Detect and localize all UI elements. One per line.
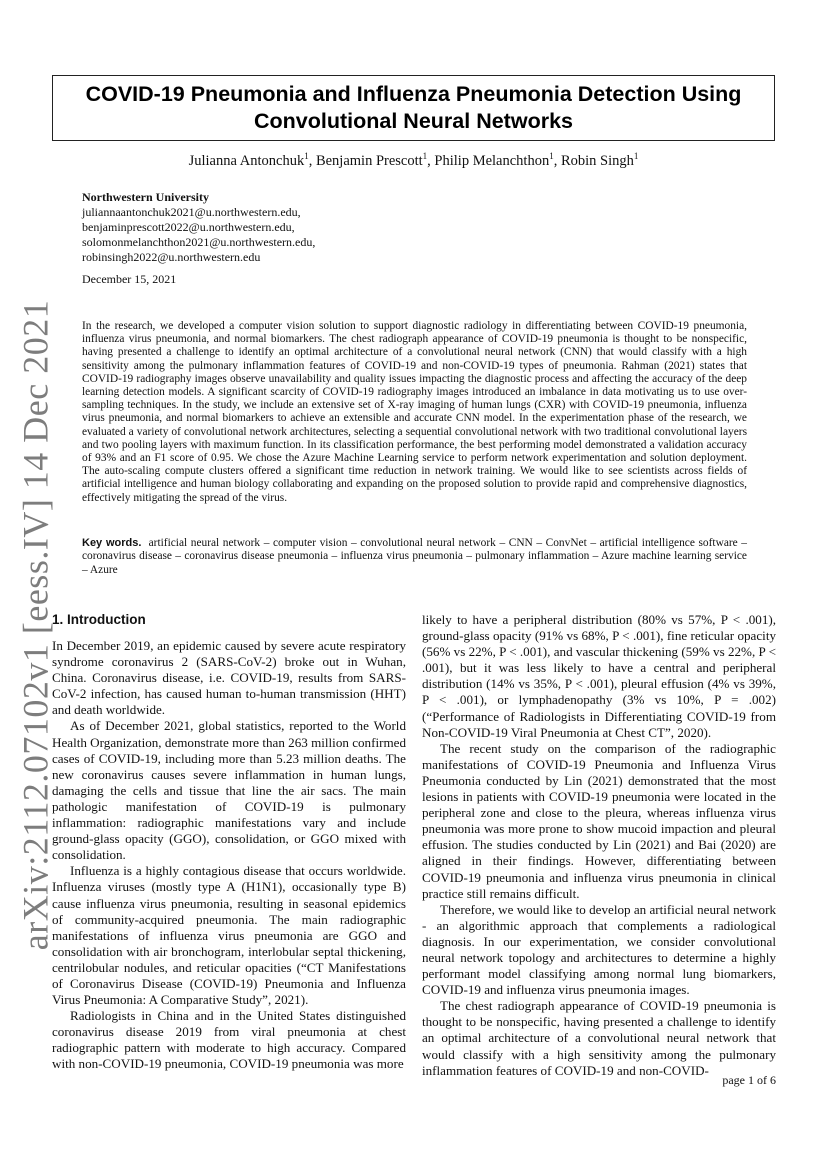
- publication-date: December 15, 2021: [82, 272, 177, 286]
- page-number: page 1 of 6: [722, 1073, 776, 1087]
- author-email[interactable]: benjaminprescott2022@u.northwestern.edu,: [82, 220, 295, 234]
- body-paragraph: In December 2019, an epidemic caused by severe acute respiratory syndrome coronavirus 2 (SARS-CoV-2) broke out in Wuhan, China. Coronavirus disease, i.e. COVID-19, results from SARS-CoV-2 infection, has caused human to-human transmission (HHT) and death worldwide.: [52, 638, 406, 718]
- paper-title-box: [52, 75, 775, 141]
- keywords-list: artificial neural network – computer vision – convolutional neural network – CNN – ConvNet – artificial intelligence software – coronavirus disease – coronavirus disease pneumonia – influenza virus pneumonia – pulmonary inflammation – Azure machine learning service – Azure: [82, 537, 747, 576]
- author-affiliation-mark: 1: [422, 151, 428, 161]
- body-paragraph: Influenza is a highly contagious disease that occurs worldwide. Influenza viruses (mostly type A (H1N1), occasionally type B) cause influenza virus pneumonia, resulting in seasonal epidemics of community-acquired pneumonia. The main radiographic manifestations of influenza virus pneumonia are GGO and consolidation with air bronchogram, interlobular septal thickening, centrilobular nodules, and reticular opacities (“CT Manifestations of Coronavirus Disease (COVID-19) Pneumonia and Influenza Virus Pneumonia: A Comparative Study”, 2021).: [52, 863, 406, 1008]
- affiliation-block: [82, 190, 315, 265]
- author-name: Julianna Antonchuk: [188, 152, 305, 169]
- right-column: [422, 612, 776, 1079]
- author-affiliation-mark: 1: [549, 151, 554, 161]
- author-name: Philip Melanchthon: [434, 152, 550, 169]
- left-column: [52, 612, 406, 1073]
- body-paragraph: likely to have a peripheral distribution (80% vs 57%, P < .001), ground-glass opacity (91% vs 68%, P < .001), fine reticular opacity (56% vs 22%, P < .001), and vascular thickening (59% vs 22%, P < .001), but it was less likely to have a central and peripheral distribution (14% vs 35%, P < .001), pleural effusion (4% vs 39%, P < .001), or lymphadenopathy (3% vs 10%, P = .002) (“Performance of Radiologists in Differentiating COVID-19 from Non-COVID-19 Viral Pneumonia at Chest CT”, 2020).: [422, 612, 776, 740]
- paper-title: [86, 81, 742, 135]
- author-email[interactable]: solomonmelanchthon2021@u.northwestern.edu,: [82, 235, 316, 249]
- keywords-label: Key words.: [82, 537, 142, 549]
- author-name: Robin Singh: [560, 152, 634, 169]
- body-paragraph: As of December 2021, global statistics, reported to the World Health Organization, demonstrate more than 263 million confirmed cases of COVID-19, including more than 5.23 million deaths. The new coronavirus causes severe inflammation in human lungs, damaging the cells and tissue that line the air sacs. The main pathologic manifestation of COVID-19 is pulmonary inflammation: radiographic manifestations vary and include ground-glass opacity (GGO), consolidation, or GGO mixed with consolidation.: [52, 718, 406, 863]
- author-affiliation-mark: 1: [633, 151, 639, 161]
- author-affiliation-mark: 1: [304, 151, 309, 161]
- body-paragraph: The recent study on the comparison of the radiographic manifestations of COVID-19 Pneumonia and Influenza Virus Pneumonia conducted by Lin (2021) demonstrated that the most lesions in patients with COVID-19 pneumonia were located in the peripheral zone and close to the pleura, whereas influenza virus pneumonia was more prone to show mucoid impaction and pleural effusion. The studies conducted by Lin (2021) and Bai (2020) are aligned in their findings. However, differentiating between COVID-19 pneumonia and influenza virus pneumonia in clinical practice still remains difficult.: [422, 740, 776, 901]
- title-line-2: Convolutional Neural Networks: [254, 109, 573, 133]
- section-heading-introduction: 1. Introduction: [52, 612, 146, 627]
- institution-name: Northwestern University: [82, 190, 209, 204]
- author-email[interactable]: robinsingh2022@u.northwestern.edu: [82, 250, 261, 264]
- title-line-1: COVID-19 Pneumonia and Influenza Pneumonia Detection Using: [85, 82, 742, 106]
- author-email[interactable]: juliannaantonchuk2021@u.northwestern.edu,: [82, 205, 301, 219]
- author-name: Benjamin Prescott: [315, 152, 423, 169]
- body-paragraph: Radiologists in China and in the United States distinguished coronavirus disease 2019 from viral pneumonia at chest radiographic pattern with moderate to high accuracy. Compared with non-COVID-19 pneumonia, COVID-19 pneumonia was more: [52, 1008, 406, 1072]
- author-list: Julianna Antonchuk$^1$, Benjamin Prescott$^1$, Philip Melanchthon$^1$, Robin Singh$^1$: [188, 151, 639, 169]
- keywords-block: [82, 537, 747, 577]
- body-paragraph: The chest radiograph appearance of COVID-19 pneumonia is thought to be nonspecific, having presented a challenge to identify an optimal architecture of a convolutional neural network that would classify with a high sensitivity among the pulmonary inflammation features of COVID-19 and non-COVID-: [422, 998, 776, 1078]
- abstract-text: In the research, we developed a computer vision solution to support diagnostic radiology in differentiating between COVID-19 pneumonia, influenza virus pneumonia, and normal biomarkers. The chest radiograph appearance of COVID-19 pneumonia is thought to be nonspecific, having presented a challenge to identify an optimal architecture of a convolutional neural network (CNN) that would classify with a high sensitivity among the pulmonary inflammation features of COVID-19 and non-COVID-19 types of pneumonia. Rahman (2021) states that COVID-19 radiography images observe unavailability and quality issues impacting the diagnostic process and affecting the accuracy of the deep learning detection models. A significant scarcity of COVID-19 radiography images introduced an imbalance in data motivating us to use over-sampling techniques. In the study, we include an extensive set of X-ray imaging of human lungs (CXR) with COVID-19 pneumonia, influenza virus pneumonia, and normal biomarkers to achieve an extensible and accurate CNN model. In the experimentation phase of the research, we evaluated a variety of convolutional network architectures, selecting a sequential convolutional network with two traditional convolutional layers and two pooling layers with maximum function. In its classification performance, the best performing model demonstrated a validation accuracy of 93% and an F1 score of 0.95. We chose the Azure Machine Learning service to perform network experimentation and solution deployment. The auto-scaling compute clusters offered a significant time reduction in network training. We would like to see scientists across fields of artificial intelligence and human biology collaborating and expanding on the proposed solution to provide rapid and comprehensive diagnostics, effectively mitigating the spread of the virus.: [82, 320, 747, 504]
- arxiv-stamp-text: arXiv:2112.07102v1 [eess.IV] 14 Dec 2021: [15, 299, 55, 951]
- body-paragraph: Therefore, we would like to develop an artificial neural network - an algorithmic approach that complements a radiological diagnosis. In our experimentation, we consider convolutional neural network topology and architectures to determine a highly performant model classifying among normal lung biomarkers, COVID-19 and influenza virus pneumonia images.: [422, 901, 776, 998]
